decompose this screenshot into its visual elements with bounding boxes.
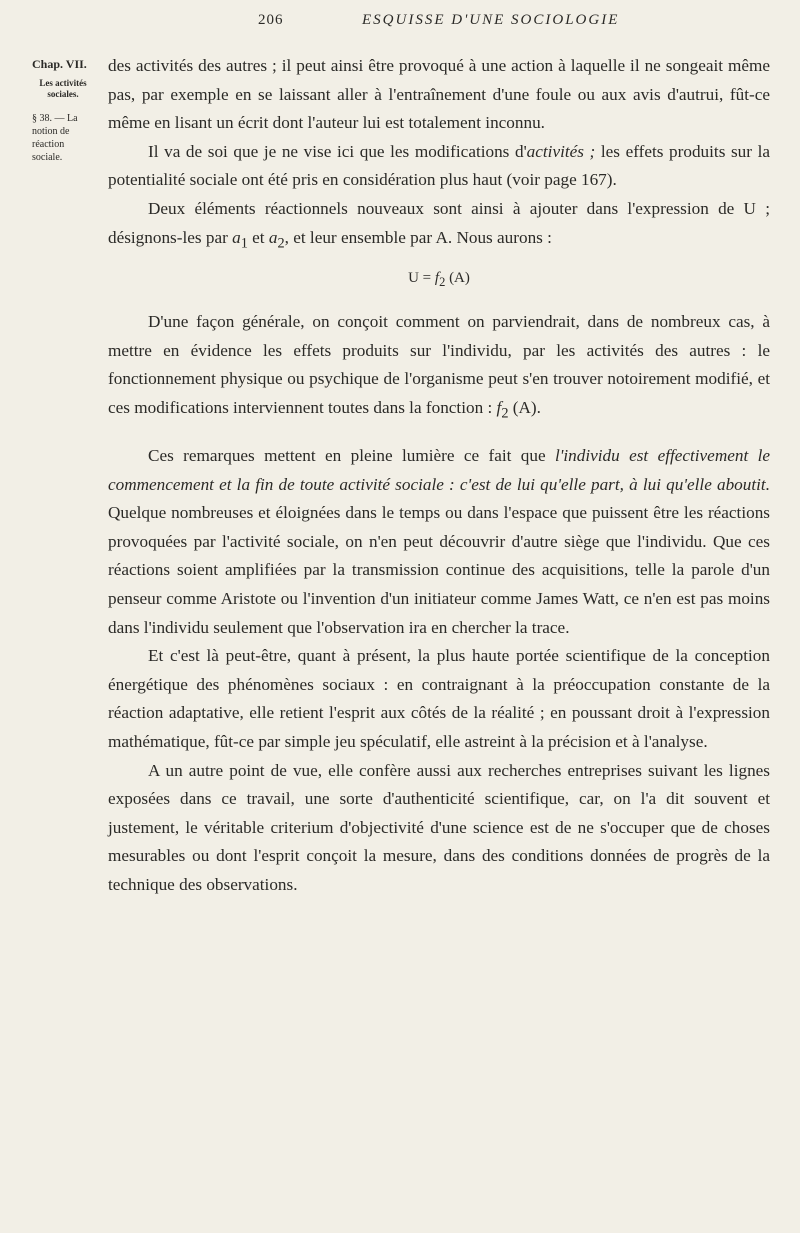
p5-text-b: Quelque nombreuses et éloignées dans le temps ou dans l'espace que puissent être les réactions provoquées par l'activité sociale, on n'en peut découvrir d'autre siège que l'individu. Que ces réactions soient amplifiées par la transmission continue des acquisitions, telle la parole d'un penseur comme Aristote ou l'invention d'un initiateur comme James Watt, ce n'en est pas moins dans l'individu seulement que l'observation ira en chercher la trace. xyxy=(108,503,770,637)
p5-text-a: Ces remarques mettent en pleine lumière ce fait que xyxy=(148,446,555,465)
formula-subscript: 2 xyxy=(439,274,446,289)
page-header xyxy=(0,12,800,36)
paragraph-6: Et c'est là peut-être, quant à présent, la plus haute portée scientifique de la conception énergétique des phénomènes sociaux : en contraignant à la préoccupation constante de la réaction adaptative, elle retient l'esprit aux côtés de la réalité ; en poussant droit à l'expression mathématique, fût-ce par simple jeu spéculatif, elle astreint à la précision et à l'analyse. xyxy=(108,646,770,751)
paragraph-1: des activités des autres ; il peut ainsi être provoqué à une action à laquelle il ne songeait même pas, par exemple en se laissant aller à l'entraînement d'une foule ou aux avis d'autrui, fût-ce même en lisant un écrit dont l'auteur lui est totalement inconnu. xyxy=(108,56,770,133)
paragraph-7: A un autre point de vue, elle confère aussi aux recherches entreprises suivant les lignes exposées dans ce travail, une sorte d'authenticité scientifique, car, on l'a dit souvent et justement, le véritable criterium d'objectivité d'une science est de ne s'occuper que de choses mesurables ou dont l'esprit conçoit la mesure, dans des conditions données de progrès de la technique des observations. xyxy=(108,760,770,894)
formula xyxy=(108,264,770,297)
p4-function: f xyxy=(496,397,502,417)
paragraph-gap xyxy=(108,428,770,442)
margin-section-note: § 38. — La notion de réaction sociale. xyxy=(32,113,78,163)
p4-subscript: 2 xyxy=(501,405,509,422)
p3-var-a1: a xyxy=(232,227,241,247)
p2-emphasis: activités ; xyxy=(526,141,596,161)
p3-text-b: , et leur ensemble par A. Nous aurons : xyxy=(284,227,552,247)
formula-function: f xyxy=(434,269,440,286)
p2-text-a: Il va de soi que je ne vise ici que les modifications d' xyxy=(148,141,527,161)
paragraph-5 xyxy=(108,442,770,642)
p3-text-mid: et xyxy=(247,227,269,247)
p3-sub-1: 1 xyxy=(240,235,248,251)
p4-text-b: (A). xyxy=(508,397,541,417)
p2-text-c: les effets produits sur la potentialité sociale ont été pris en considération plus haut (voir page 167). xyxy=(108,141,770,190)
p5-emphasis: l'individu est effectivement le commencement et la fin de toute activité sociale : c'est de lui qu'elle part, à lui qu'elle aboutit. xyxy=(108,446,771,494)
margin-notes xyxy=(32,56,94,164)
margin-chapter: Chap. VII. xyxy=(32,57,87,71)
paragraph-4 xyxy=(108,308,770,428)
p3-text-a: Deux éléments réactionnels nouveaux sont ainsi à ajouter dans l'expression de U ; désignons-les par xyxy=(108,198,770,247)
margin-chapter-subtitle: Les activités sociales. xyxy=(39,78,87,99)
p3-sub-2: 2 xyxy=(277,235,285,251)
main-text xyxy=(108,52,770,900)
page-number: 206 xyxy=(258,12,284,28)
p4-text-a: D'une façon générale, on conçoit comment on parviendrait, dans de nombreux cas, à mettre en évidence les effets produits sur l'individu, par les activités des autres : le fonctionnement physique ou psychique de l'organisme peut s'en trouver notoirement modifié, et ces modifications interviennent toutes dans la fonction : xyxy=(108,312,770,417)
formula-rhs: (A) xyxy=(445,269,470,286)
p3-var-a2: a xyxy=(268,227,278,247)
paragraph-2 xyxy=(108,138,770,195)
formula-lhs: U = xyxy=(408,269,435,286)
paragraph-3 xyxy=(108,195,770,258)
running-title: ESQUISSE D'UNE SOCIOLOGIE xyxy=(362,12,620,28)
